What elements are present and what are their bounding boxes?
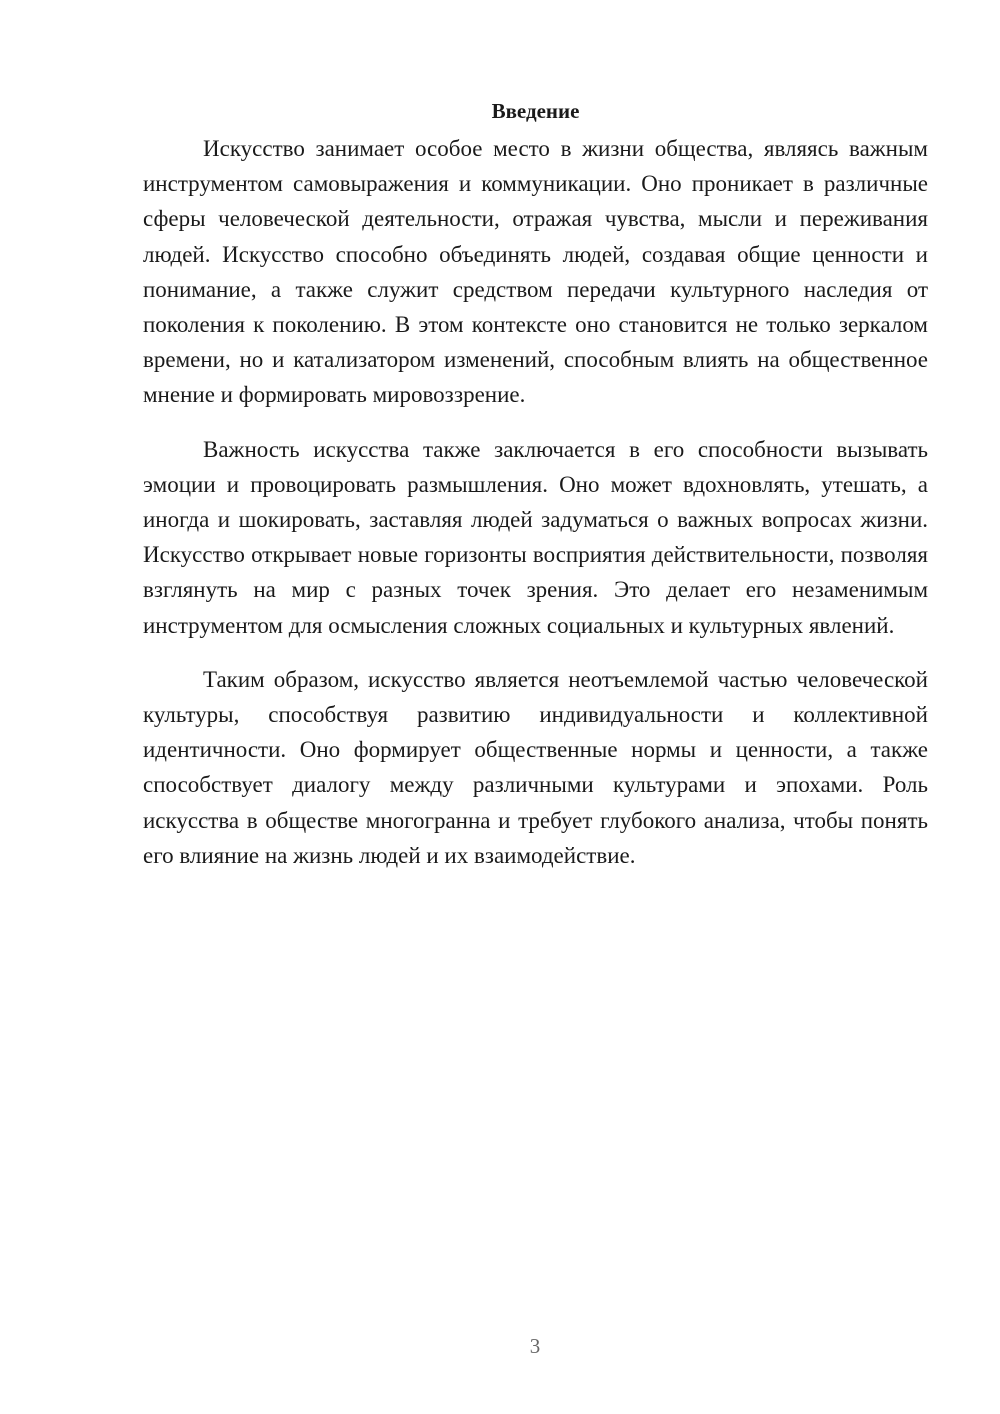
paragraph-2: Важность искусства также заключается в его способности вызывать эмоции и провоцировать размышления. Оно может вдохновлять, утешать, а иногда и шокировать, заставляя людей задуматься о важных вопросах жизни. Искусство открывает новые горизонты восприятия действительности, позволяя взглянуть на мир с разных точек зрения. Это делает его незаменимым инструментом для осмысления сложных социальных и культурных явлений. (143, 436, 928, 638)
page-title: Введение (491, 99, 580, 123)
page-number: 3 (529, 1334, 541, 1358)
paragraph-1: Искусство занимает особое место в жизни общества, являясь важным инструментом самовыражения и коммуникации. Оно проникает в различные сферы человеческой деятельности, отражая чувства, мысли и переживания людей. Искусство способно объединять людей, создавая общие ценности и понимание, а также служит средством передачи культурного наследия от поколения к поколению. В этом контексте оно становится не только зеркалом времени, но и катализатором изменений, способным влиять на общественное мнение и формировать мировоззрение. (143, 136, 928, 408)
page-content (143, 96, 928, 892)
paragraph-3: Таким образом, искусство является неотъемлемой частью человеческой культуры, способствуя развитию индивидуальности и коллективной идентичности. Оно формирует общественные нормы и ценности, а также способствует диалогу между различными культурами и эпохами. Роль искусства в обществе многогранна и требует глубокого анализа, чтобы понять его влияние на жизнь людей и их взаимодействие. (143, 666, 928, 868)
